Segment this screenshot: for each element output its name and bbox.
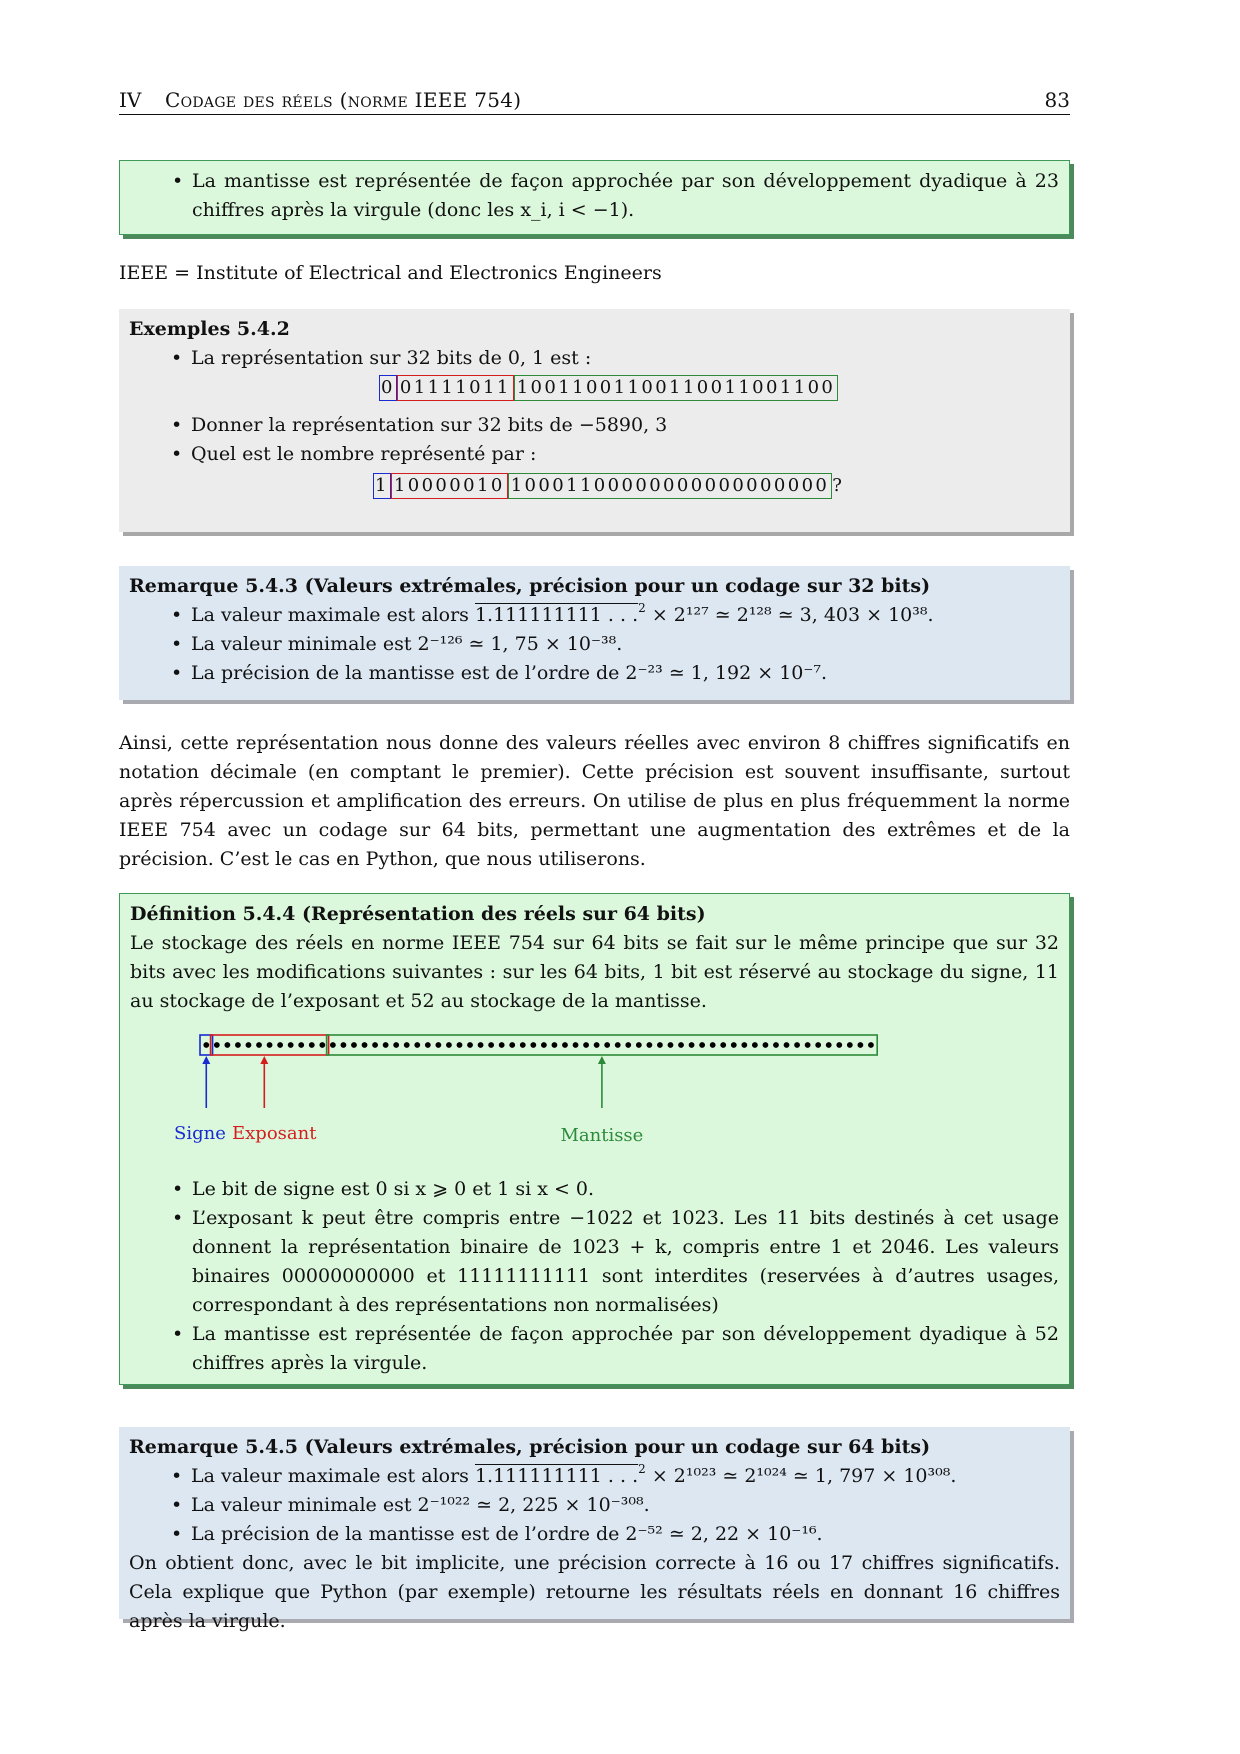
mantissa-bits-box: 10011001100110011001100 bbox=[514, 375, 839, 401]
bit-dot bbox=[826, 1042, 832, 1048]
bit-dot bbox=[752, 1042, 758, 1048]
sign-label: Signe bbox=[174, 1123, 226, 1144]
question-mark: ? bbox=[832, 475, 845, 496]
bit-dot bbox=[562, 1042, 568, 1048]
bit-dot bbox=[488, 1042, 494, 1048]
header-left bbox=[119, 86, 521, 115]
bit-dot bbox=[319, 1042, 325, 1048]
bit-dot bbox=[478, 1042, 484, 1048]
bit-dot bbox=[710, 1042, 716, 1048]
bit-dot bbox=[541, 1042, 547, 1048]
page-number: 83 bbox=[1044, 88, 1070, 112]
bit-dot bbox=[689, 1042, 695, 1048]
bit-pattern-question bbox=[373, 473, 844, 499]
list-item: • La valeur minimale est 2⁻¹²⁶ ≃ 1, 75 × 10⁻³⁸. bbox=[191, 630, 1060, 659]
list-item: • La représentation sur 32 bits de 0, 1 est : bbox=[191, 344, 1060, 373]
sign-bit-box: 1 bbox=[373, 473, 391, 499]
examples-list-2 bbox=[129, 411, 1060, 469]
bit-dot bbox=[267, 1042, 273, 1048]
max-value-rest: × 2¹⁰²³ ≃ 2¹⁰²⁴ ≃ 1, 797 × 10³⁰⁸. bbox=[651, 1465, 957, 1487]
examples-heading: Exemples 5.4.2 bbox=[129, 318, 290, 340]
bit-dot bbox=[203, 1042, 209, 1048]
bit-dot bbox=[552, 1042, 558, 1048]
bit-dot bbox=[741, 1042, 747, 1048]
bit-dot bbox=[646, 1042, 652, 1048]
list-item: • La mantisse est représentée de façon approchée par son développement dyadique à 52 chiffres après la virgule. bbox=[192, 1320, 1059, 1378]
bit-dot bbox=[414, 1042, 420, 1048]
remark-64bits-box bbox=[119, 1427, 1070, 1632]
bit-dot bbox=[604, 1042, 610, 1048]
overlined-value: 1.111111111 . . . bbox=[474, 1465, 639, 1487]
continuation-list bbox=[130, 167, 1059, 225]
max-value-label: La valeur maximale est alors bbox=[191, 604, 469, 626]
definition-list bbox=[130, 1175, 1059, 1378]
bit-dot bbox=[763, 1042, 769, 1048]
exponent-arrow-head bbox=[260, 1056, 268, 1064]
list-item: • Quel est le nombre représenté par : bbox=[191, 440, 1060, 469]
mantissa-label: Mantisse bbox=[560, 1125, 644, 1146]
bit-dot bbox=[277, 1042, 283, 1048]
bit-dot bbox=[309, 1042, 315, 1048]
bit-dot bbox=[847, 1042, 853, 1048]
remark-32bits-list bbox=[129, 601, 1060, 688]
bit-layout-svg bbox=[120, 1024, 1060, 1164]
exponent-label: Exposant bbox=[232, 1123, 317, 1144]
bit-dot bbox=[636, 1042, 642, 1048]
remark-64bits-heading: Remarque 5.4.5 (Valeurs extrémales, précision pour un codage sur 64 bits) bbox=[129, 1436, 931, 1458]
bit-dot bbox=[467, 1042, 473, 1048]
definition-heading: Définition 5.4.4 (Représentation des réels sur 64 bits) bbox=[130, 903, 706, 925]
bit-dot bbox=[530, 1042, 536, 1048]
bit-dot bbox=[224, 1042, 230, 1048]
body-paragraph: Ainsi, cette représentation nous donne des valeurs réelles avec environ 8 chiffres significatifs en notation décimale (en comptant le premier). Cette précision est souvent insuffisante, surtout après répercussion et amplification des erreurs. On utilise de plus en plus fréquemment la norme IEEE 754 avec un codage sur 64 bits, permettant une augmentation des extrêmes et de la précision. C’est le cas en Python, que nous utiliserons. bbox=[119, 732, 1070, 870]
bit-dot bbox=[815, 1042, 821, 1048]
bit-dot bbox=[330, 1042, 336, 1048]
bit-dot bbox=[805, 1042, 811, 1048]
bit-dot bbox=[668, 1042, 674, 1048]
remark-64bits-list bbox=[129, 1462, 1060, 1549]
bit-dot bbox=[214, 1042, 220, 1048]
bit-dot bbox=[594, 1042, 600, 1048]
bit-pattern-0-1 bbox=[379, 375, 838, 401]
bit-dot bbox=[583, 1042, 589, 1048]
bit-dot bbox=[678, 1042, 684, 1048]
section-number: IV bbox=[119, 88, 142, 112]
mantissa-arrow-head bbox=[598, 1056, 606, 1064]
bit-dot bbox=[794, 1042, 800, 1048]
sign-arrow-head bbox=[202, 1056, 210, 1064]
bit-dot bbox=[573, 1042, 579, 1048]
section-title: Codage des réels (norme IEEE 754) bbox=[165, 88, 522, 112]
bit-dot bbox=[625, 1042, 631, 1048]
bit-dot bbox=[868, 1042, 874, 1048]
bit-dot bbox=[372, 1042, 378, 1048]
list-item: • La précision de la mantisse est de l’ordre de 2⁻⁵² ≃ 2, 22 × 10⁻¹⁶. bbox=[191, 1520, 1060, 1549]
bit-dot bbox=[784, 1042, 790, 1048]
bit-dot bbox=[351, 1042, 357, 1048]
examples-box bbox=[119, 309, 1070, 532]
sign-bit-box: 0 bbox=[379, 375, 397, 401]
definition-intro: Le stockage des réels en norme IEEE 754 sur 64 bits se fait sur le même principe que sur 32 bits avec les modifications suivantes : sur les 64 bits, 1 bit est réservé au stockage du signe, 11 au stockage de l’exposant et 52 au stockage de la mantisse. bbox=[130, 932, 1059, 1012]
bit-dot bbox=[298, 1042, 304, 1048]
bit-layout-diagram bbox=[120, 1024, 1060, 1164]
bit-dot bbox=[256, 1042, 262, 1048]
list-item: • Donner la représentation sur 32 bits de −5890, 3 bbox=[191, 411, 1060, 440]
bit-dot bbox=[235, 1042, 241, 1048]
max-value-rest: × 2¹²⁷ ≃ 2¹²⁸ ≃ 3, 403 × 10³⁸. bbox=[651, 604, 934, 626]
list-item: • La valeur maximale est alors 1.111111111 . . .$^2$ × 2¹²⁷ ≃ 2¹²⁸ ≃ 3, 403 × 10³⁸. bbox=[191, 601, 1060, 630]
bit-dot bbox=[446, 1042, 452, 1048]
bit-dot bbox=[362, 1042, 368, 1048]
mantissa-bits-box: 10001100000000000000000 bbox=[508, 473, 833, 499]
list-item: • La mantisse est représentée de façon approchée par son développement dyadique à 23 chiffres après la virgule (donc les x_i, i < −1). bbox=[192, 167, 1059, 225]
remark-32bits-heading: Remarque 5.4.3 (Valeurs extrémales, précision pour un codage sur 32 bits) bbox=[129, 575, 931, 597]
bit-dot bbox=[457, 1042, 463, 1048]
list-item: • La précision de la mantisse est de l’ordre de 2⁻²³ ≃ 1, 192 × 10⁻⁷. bbox=[191, 659, 1060, 688]
bit-dot bbox=[404, 1042, 410, 1048]
bit-dot bbox=[288, 1042, 294, 1048]
max-value-label: La valeur maximale est alors bbox=[191, 1465, 469, 1487]
bit-dot bbox=[657, 1042, 663, 1048]
bit-dot bbox=[425, 1042, 431, 1048]
list-item: • L’exposant k peut être compris entre −1022 et 1023. Les 11 bits destinés à cet usage donnent la représentation binaire de 1023 + k, compris entre 1 et 2046. Les valeurs binaires 00000000000 et 11111111111 sont interdites (reservées à d’autres usages, correspondant à des représentations non normalisées) bbox=[192, 1204, 1059, 1320]
bit-dot bbox=[857, 1042, 863, 1048]
remark-64bits-text: On obtient donc, avec le bit implicite, une précision correcte à 16 ou 17 chiffres significatifs. Cela explique que Python (par exemple) retourne les résultats réels en donnant 16 chiffres après la virgule. bbox=[129, 1552, 1060, 1632]
bit-dot bbox=[731, 1042, 737, 1048]
bit-dot bbox=[836, 1042, 842, 1048]
list-item: • La valeur maximale est alors 1.111111111 . . .$^2$ × 2¹⁰²³ ≃ 2¹⁰²⁴ ≃ 1, 797 × 10³⁰⁸. bbox=[191, 1462, 1060, 1491]
definition-continuation-box bbox=[119, 160, 1070, 235]
bit-dot bbox=[383, 1042, 389, 1048]
list-item: • Le bit de signe est 0 si x ⩾ 0 et 1 si x < 0. bbox=[192, 1175, 1059, 1204]
running-header bbox=[119, 86, 1070, 115]
bit-dot bbox=[246, 1042, 252, 1048]
list-item: • La valeur minimale est 2⁻¹⁰²² ≃ 2, 225 × 10⁻³⁰⁸. bbox=[191, 1491, 1060, 1520]
bit-dot bbox=[773, 1042, 779, 1048]
bit-dot bbox=[615, 1042, 621, 1048]
overlined-value: 1.111111111 . . . bbox=[474, 604, 639, 626]
definition-64bits-box bbox=[119, 893, 1070, 1385]
bit-dot bbox=[341, 1042, 347, 1048]
remark-32bits-box bbox=[119, 566, 1070, 700]
bit-dot bbox=[520, 1042, 526, 1048]
bit-dot bbox=[499, 1042, 505, 1048]
bit-dot bbox=[509, 1042, 515, 1048]
exponent-bits-box: 10000010 bbox=[391, 473, 508, 499]
bit-dot bbox=[393, 1042, 399, 1048]
bit-dot bbox=[720, 1042, 726, 1048]
exponent-bits-box: 01111011 bbox=[397, 375, 514, 401]
examples-list-1 bbox=[129, 344, 1060, 373]
bit-dot bbox=[699, 1042, 705, 1048]
ieee-acronym-line: IEEE = Institute of Electrical and Electronics Engineers bbox=[119, 262, 662, 284]
bit-dot bbox=[435, 1042, 441, 1048]
